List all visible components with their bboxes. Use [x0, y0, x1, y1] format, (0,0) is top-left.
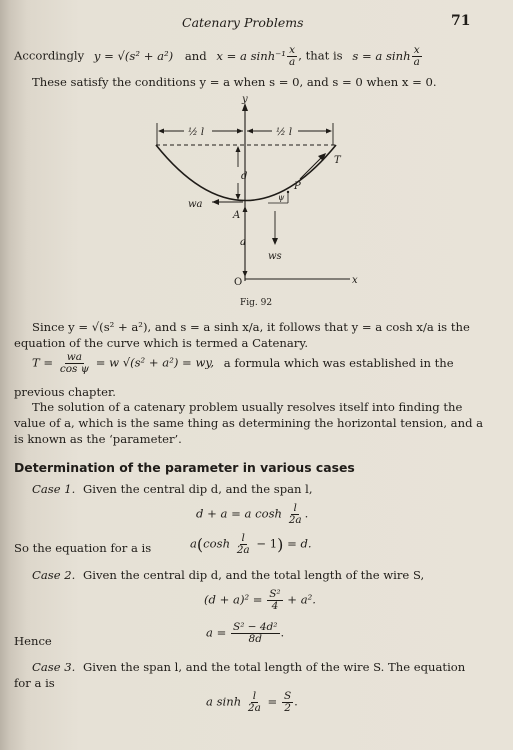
intro-equation-line [14, 45, 423, 68]
figure-caption: Fig. 92 [240, 298, 273, 308]
tension-frac-num: wa [66, 351, 83, 363]
case3-eq-fraction1 [246, 691, 263, 714]
case1-equation2: a(cosh $\frac{l}{2a}$ − 1) = d. [190, 532, 312, 556]
running-title: Catenary Problems [182, 15, 304, 30]
case2-eq2-end: . [280, 625, 285, 640]
parameter-label: a [240, 237, 246, 248]
tension-frac-den: cos ψ [59, 363, 89, 375]
accordingly-word: Accordingly [14, 48, 85, 63]
tension-eq-line2: previous chapter. [14, 385, 116, 399]
horizontal-force-arrowhead [212, 199, 219, 205]
case1-eq-lhs: d + a = a cosh [196, 506, 282, 521]
case3-label: Case 3. [32, 660, 76, 674]
span-arrow-mid-right [247, 129, 253, 134]
eq-s-frac-num: x [413, 44, 420, 56]
case1-eq2-rest: − 1 [256, 536, 278, 551]
case2-eq-lhs: (d + a)² = [204, 592, 263, 607]
tension-label: T [334, 155, 341, 166]
case2-frac-num: S² [269, 588, 281, 600]
case1-so-text: So the equation for a is [14, 541, 152, 555]
case1-line [32, 482, 313, 497]
tension-eq-fraction [58, 352, 91, 375]
case1-frac-den: 2a [288, 514, 302, 526]
case2-frac-den: 4 [271, 600, 279, 612]
case2-eq-fraction [267, 589, 282, 612]
eq-x-lhs: x = a sinh⁻¹ [216, 48, 286, 63]
that-is: , that is [298, 48, 343, 63]
angle-psi-label: ψ [278, 193, 285, 202]
para2-line3: is known as the ‘parameter’. [14, 432, 182, 446]
eq-s-lhs: s = a sinh [352, 48, 411, 63]
origin-label: O [234, 277, 243, 288]
tension-eq-lhs: T = [32, 355, 54, 370]
case2-equation2 [206, 622, 284, 645]
dip-label: d [241, 171, 248, 182]
eq-s-fraction [412, 45, 422, 68]
case2-eq-rest: + a². [287, 592, 316, 607]
case3-frac2-den: 2 [284, 702, 291, 714]
y-axis-label: y [242, 94, 248, 105]
weight-label: ws [268, 251, 282, 262]
case2-eq2-frac-num: S² − 4d² [233, 621, 278, 633]
catenary-figure [150, 93, 365, 311]
point-p-label: P [294, 181, 301, 192]
case3-eq-eq: = [267, 694, 278, 709]
case3-eq-end: . [294, 694, 298, 709]
span-arrow-mid-left [237, 129, 243, 134]
case1-frac-num: l [293, 502, 297, 514]
case3-line2: for a is [14, 676, 55, 690]
para1-line2: equation of the curve which is termed a Catenary. [14, 336, 309, 350]
case3-equation [206, 691, 298, 714]
param-arrowhead-top [243, 206, 248, 212]
case2-equation [204, 589, 316, 612]
tension-eq-rest: = w √(s² + a²) = wy, [95, 355, 215, 370]
case2-eq2-frac-den: 8d [248, 633, 262, 645]
span-arrow-left [158, 129, 164, 134]
case1-text: Given the central dip d, and the span l, [83, 482, 313, 496]
case1-eq2-end: = d. [287, 536, 312, 551]
case1-eq2-frac-num: l [241, 532, 245, 544]
case2-eq2-lhs: a = [206, 625, 227, 640]
case1-eq-fraction [287, 503, 304, 526]
dip-arrowhead-top [236, 146, 241, 152]
eq-x-frac-den: a [288, 56, 296, 68]
para2-line1: The solution of a catenary problem usually resolves itself into finding the [32, 400, 463, 414]
eq-x-fraction [287, 45, 297, 68]
case3-text: Given the span l, and the total length of the wire S. The equation [83, 660, 466, 674]
case2-text: Given the central dip d, and the total length of the wire S, [83, 568, 425, 582]
case2-hence-text: Hence [14, 634, 52, 648]
case1-equation [196, 503, 308, 526]
half-span-right-label: ½ l [276, 127, 293, 138]
case2-line [32, 568, 424, 583]
page-number: 71 [451, 13, 471, 29]
half-span-left-label: ½ l [188, 127, 205, 138]
eq-y: y = √(s² + a²) [93, 48, 174, 63]
case3-line [32, 660, 465, 675]
case3-eq-lhs: a sinh [206, 694, 242, 709]
case1-eq2-fraction [235, 533, 252, 556]
x-axis-label: x [352, 275, 358, 286]
case1-eq2-frac-den: 2a [236, 544, 250, 556]
para1-line1: Since y = √(s² + a²), and s = a sinh x/a, it follows that y = a cosh x/a is the [32, 320, 470, 334]
point-a-label: A [233, 210, 241, 221]
tension-equation-line [32, 352, 454, 375]
case2-eq2-fraction [231, 622, 280, 645]
para2-line2: value of a, which is the same thing as determining the horizontal tension, and a [14, 416, 484, 430]
and-word: and [184, 48, 207, 63]
span-arrow-right [326, 129, 332, 134]
eq-s-frac-den: a [413, 56, 420, 68]
param-arrowhead-bottom [243, 271, 248, 277]
case1-eq-end: . [304, 506, 309, 521]
case3-frac2-num: S [283, 690, 292, 702]
dip-arrowhead-bottom [236, 194, 241, 200]
horizontal-force-label: wa [188, 199, 203, 210]
case3-eq-fraction2 [282, 691, 293, 714]
case1-label: Case 1. [32, 482, 76, 496]
tension-arrow-line [300, 155, 324, 179]
case3-frac1-num: l [252, 690, 257, 702]
case2-label: Case 2. [32, 568, 76, 582]
weight-arrowhead [272, 238, 278, 245]
eq-x-frac-num: x [289, 44, 296, 56]
case1-eq2-cosh: cosh [203, 536, 231, 551]
conditions-line: These satisfy the conditions y = a when s = 0, and s = 0 when x = 0. [32, 75, 437, 89]
case1-eq2-pre: a [190, 536, 197, 551]
section-heading: Determination of the parameter in various cases [14, 460, 355, 475]
tension-eq-tail: a formula which was established in the [223, 355, 454, 370]
case3-frac1-den: 2a [247, 702, 261, 714]
